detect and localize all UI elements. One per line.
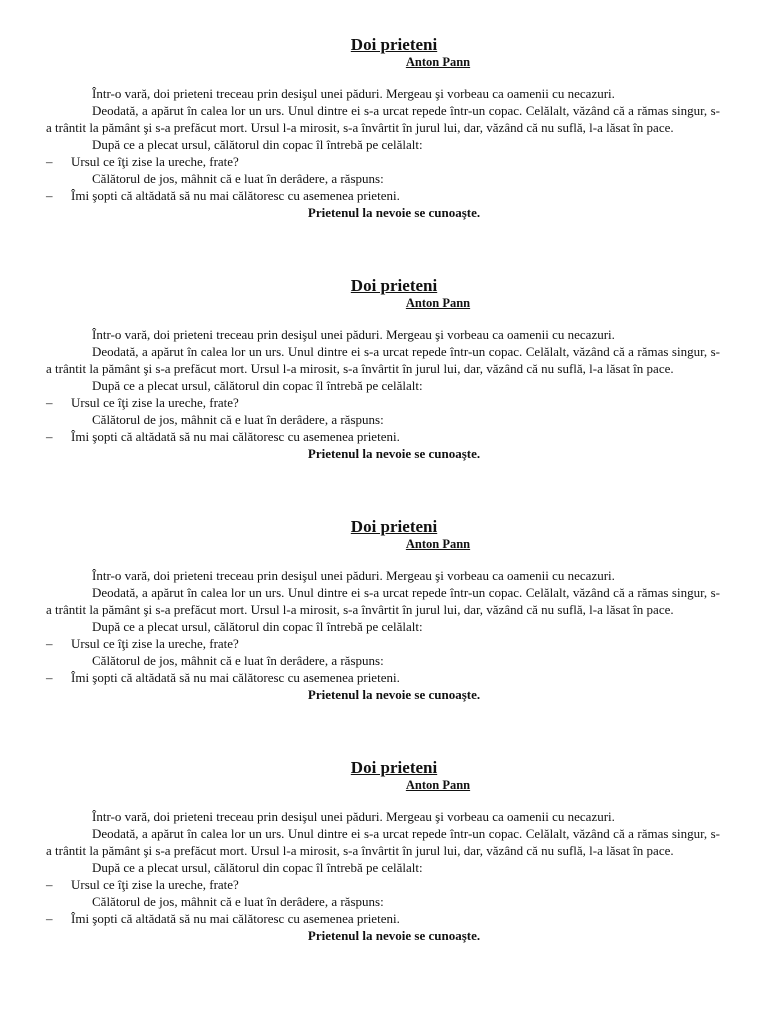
dialog-dash: – (46, 154, 53, 169)
story-moral: Prietenul la nevoie se cunoaşte. (307, 205, 481, 220)
dialog-line-2 (46, 910, 720, 927)
dialog-text: Ursul ce îţi zise la ureche, frate? (71, 636, 239, 651)
dialog-line-2 (46, 669, 720, 686)
paragraph-1: Într-o vară, doi prieteni treceau prin desişul unei păduri. Mergeau şi vorbeau ca oamenii cu necazuri. (92, 86, 615, 101)
story-block (46, 758, 720, 944)
paragraph-4: Călătorul de jos, mâhnit că e luat în derâdere, a răspuns: (92, 412, 384, 427)
paragraph-2: Deodată, a apărut în calea lor un urs. Unul dintre ei s-a urcat repede într-un copac. Celălalt, văzând că a rămas singur, s-a trântit la pământ şi s-a prefăcut mort. Ursul l-a mirosit, s-a învârtit în jurul lui, dar, văzând că nu suflă, l-a lăsat în pace. (46, 103, 720, 135)
dialog-line-2 (46, 187, 720, 204)
dialog-line-1 (46, 635, 720, 652)
paragraph-2: Deodată, a apărut în calea lor un urs. Unul dintre ei s-a urcat repede într-un copac. Celălalt, văzând că a rămas singur, s-a trântit la pământ şi s-a prefăcut mort. Ursul l-a mirosit, s-a învârtit în jurul lui, dar, văzând că nu suflă, l-a lăsat în pace. (46, 344, 720, 376)
dialog-dash: – (46, 670, 53, 685)
paragraph-3: După ce a plecat ursul, călătorul din copac îl întrebă pe celălalt: (92, 137, 423, 152)
dialog-dash: – (46, 877, 53, 892)
paragraph-2: Deodată, a apărut în calea lor un urs. Unul dintre ei s-a urcat repede într-un copac. Celălalt, văzând că a rămas singur, s-a trântit la pământ şi s-a prefăcut mort. Ursul l-a mirosit, s-a învârtit în jurul lui, dar, văzând că nu suflă, l-a lăsat în pace. (46, 826, 720, 858)
dialog-text: Îmi şopti că altădată să nu mai călătoresc cu asemenea prieteni. (71, 911, 400, 926)
dialog-dash: – (46, 911, 53, 926)
paragraph-1: Într-o vară, doi prieteni treceau prin desişul unei păduri. Mergeau şi vorbeau ca oamenii cu necazuri. (92, 327, 615, 342)
dialog-line-1 (46, 394, 720, 411)
dialog-line-1 (46, 153, 720, 170)
story-title: Doi prieteni (350, 35, 438, 54)
paragraph-4: Călătorul de jos, mâhnit că e luat în derâdere, a răspuns: (92, 653, 384, 668)
story-title: Doi prieteni (350, 517, 438, 536)
dialog-dash: – (46, 636, 53, 651)
paragraph-2: Deodată, a apărut în calea lor un urs. Unul dintre ei s-a urcat repede într-un copac. Celălalt, văzând că a rămas singur, s-a trântit la pământ şi s-a prefăcut mort. Ursul l-a mirosit, s-a învârtit în jurul lui, dar, văzând că nu suflă, l-a lăsat în pace. (46, 585, 720, 617)
dialog-text: Ursul ce îţi zise la ureche, frate? (71, 154, 239, 169)
dialog-dash: – (46, 429, 53, 444)
story-author: Anton Pann (405, 778, 471, 792)
dialog-text: Îmi şopti că altădată să nu mai călătoresc cu asemenea prieteni. (71, 429, 400, 444)
dialog-text: Îmi şopti că altădată să nu mai călătoresc cu asemenea prieteni. (71, 670, 400, 685)
dialog-text: Ursul ce îţi zise la ureche, frate? (71, 395, 239, 410)
dialog-dash: – (46, 395, 53, 410)
story-title: Doi prieteni (350, 276, 438, 295)
story-author: Anton Pann (405, 296, 471, 310)
story-moral: Prietenul la nevoie se cunoaşte. (307, 928, 481, 943)
paragraph-4: Călătorul de jos, mâhnit că e luat în derâdere, a răspuns: (92, 171, 384, 186)
dialog-line-1 (46, 876, 720, 893)
dialog-text: Îmi şopti că altădată să nu mai călătoresc cu asemenea prieteni. (71, 188, 400, 203)
dialog-line-2 (46, 428, 720, 445)
paragraph-3: După ce a plecat ursul, călătorul din copac îl întrebă pe celălalt: (92, 860, 423, 875)
story-title: Doi prieteni (350, 758, 438, 777)
story-moral: Prietenul la nevoie se cunoaşte. (307, 687, 481, 702)
paragraph-3: După ce a plecat ursul, călătorul din copac îl întrebă pe celălalt: (92, 619, 423, 634)
story-block (46, 517, 720, 703)
story-author: Anton Pann (405, 55, 471, 69)
paragraph-1: Într-o vară, doi prieteni treceau prin desişul unei păduri. Mergeau şi vorbeau ca oamenii cu necazuri. (92, 568, 615, 583)
paragraph-4: Călătorul de jos, mâhnit că e luat în derâdere, a răspuns: (92, 894, 384, 909)
paragraph-3: După ce a plecat ursul, călătorul din copac îl întrebă pe celălalt: (92, 378, 423, 393)
dialog-text: Ursul ce îţi zise la ureche, frate? (71, 877, 239, 892)
story-block (46, 35, 720, 221)
paragraph-1: Într-o vară, doi prieteni treceau prin desişul unei păduri. Mergeau şi vorbeau ca oamenii cu necazuri. (92, 809, 615, 824)
story-block (46, 276, 720, 462)
story-moral: Prietenul la nevoie se cunoaşte. (307, 446, 481, 461)
dialog-dash: – (46, 188, 53, 203)
story-author: Anton Pann (405, 537, 471, 551)
